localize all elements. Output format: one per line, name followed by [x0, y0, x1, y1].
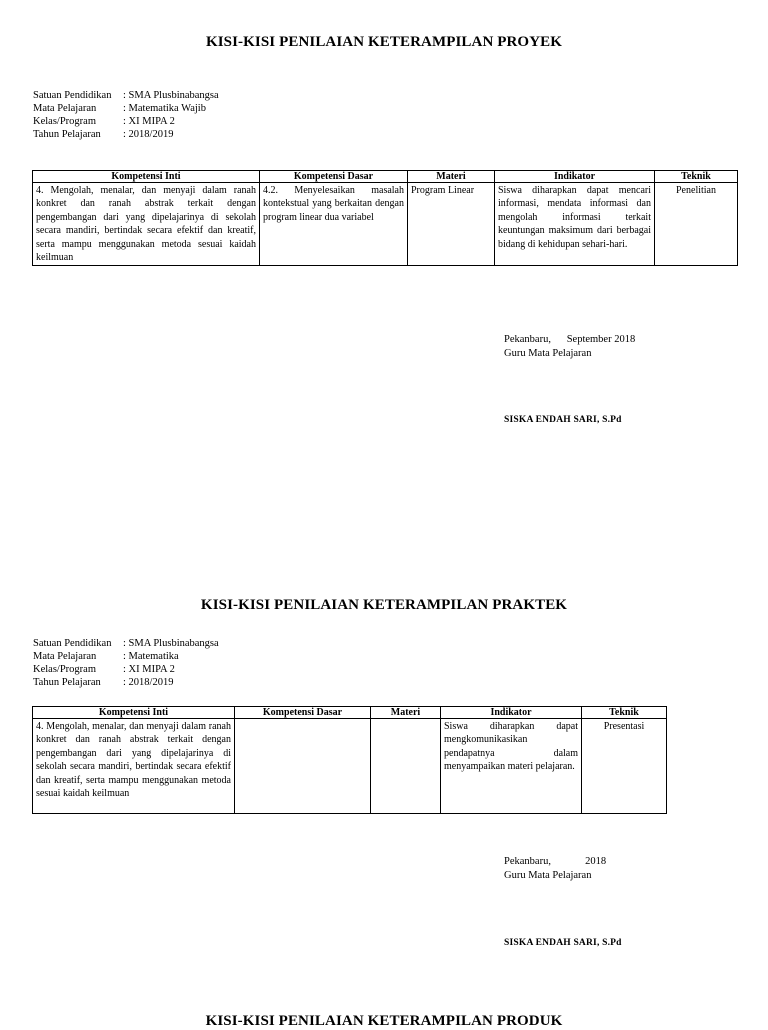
info-row — [33, 663, 219, 676]
signer-name: SISKA ENDAH SARI, S.Pd — [504, 938, 622, 948]
signer-role: Guru Mata Pelajaran — [504, 870, 592, 881]
table-row — [33, 183, 738, 266]
info-label: Satuan Pendidikan — [33, 638, 112, 649]
kompetensi-inti-cell: 4. Mengolah, menalar, dan menyaji dalam ranah konkret dan ranah abstrak terkait dengan pengembangan dari yang dipelajarinya di sekolah secara mandiri, bertindak secara efektif dan kreatif, serta mampu menggunakan metoda sesuai kaidah keilmuan — [33, 183, 260, 266]
column-header: Kompetensi Inti — [33, 171, 260, 183]
signer-role: Guru Mata Pelajaran — [504, 348, 592, 359]
info-label: Mata Pelajaran — [33, 651, 97, 662]
table-header-row — [33, 707, 667, 719]
place-date: Pekanbaru, 2018 — [504, 856, 607, 867]
info-label: Mata Pelajaran — [33, 103, 97, 114]
table-header-row — [33, 171, 738, 183]
info-label: Kelas/Program — [33, 664, 96, 675]
column-header: Kompetensi Dasar — [235, 707, 371, 719]
teknik-cell: Presentasi — [582, 719, 667, 814]
column-header: Kompetensi Dasar — [260, 171, 408, 183]
signature-block — [504, 333, 635, 361]
place-date: Pekanbaru, September 2018 — [504, 334, 636, 345]
info-row — [33, 637, 219, 650]
info-row — [33, 650, 219, 663]
info-row — [33, 89, 219, 102]
column-header: Indikator — [495, 171, 655, 183]
kompetensi-dasar-cell: 4.2. Menyelesaikan masalah kontekstual yang berkaitan dengan program linear dua variabel — [260, 183, 408, 266]
column-header: Teknik — [582, 707, 667, 719]
info-value: : 2018/2019 — [123, 129, 174, 140]
assessment-grid-table — [32, 170, 738, 266]
info-row — [33, 115, 219, 128]
info-label: Tahun Pelajaran — [33, 677, 101, 688]
indikator-cell: Siswa diharapkan dapat mencari informasi, mendata informasi dan mengolah informasi terkait keuntungan maksimum dari berbagai bidang di kehidupan sehari-hari. — [495, 183, 655, 266]
section-title: KISI-KISI PENILAIAN KETERAMPILAN PROYEK — [205, 34, 563, 50]
info-row — [33, 102, 219, 115]
info-value: : Matematika Wajib — [123, 103, 206, 114]
indikator-cell: Siswa diharapkan dapat mengkomunikasikan pendapatnya dalam menyampaikan materi pelajaran. — [441, 719, 582, 814]
info-value: : XI MIPA 2 — [123, 664, 175, 675]
info-label: Satuan Pendidikan — [33, 90, 112, 101]
section-title: KISI-KISI PENILAIAN KETERAMPILAN PRAKTEK — [200, 597, 568, 613]
kompetensi-dasar-cell — [235, 719, 371, 814]
info-value: : 2018/2019 — [123, 677, 174, 688]
column-header: Teknik — [655, 171, 738, 183]
info-row — [33, 676, 219, 689]
column-header: Indikator — [441, 707, 582, 719]
info-label: Tahun Pelajaran — [33, 129, 101, 140]
table-row — [33, 719, 667, 814]
teknik-cell: Penelitian — [655, 183, 738, 266]
signer-name: SISKA ENDAH SARI, S.Pd — [504, 415, 622, 425]
assessment-grid-table — [32, 706, 667, 814]
kompetensi-inti-cell: 4. Mengolah, menalar, dan menyaji dalam ranah konkret dan ranah abstrak terkait dengan pengembangan dari yang dipelajarinya di sekolah secara mandiri, bertindak secara efektif dan kreatif, serta mampu menggunakan metoda sesuai kaidah keilmuan — [33, 719, 235, 814]
info-label: Kelas/Program — [33, 116, 96, 127]
info-value: : SMA Plusbinabangsa — [123, 638, 219, 649]
info-row — [33, 128, 219, 141]
signature-block — [504, 855, 606, 883]
info-value: : Matematika — [123, 651, 179, 662]
materi-cell — [371, 719, 441, 814]
identity-block — [33, 89, 219, 141]
column-header: Kompetensi Inti — [33, 707, 235, 719]
column-header: Materi — [371, 707, 441, 719]
materi-cell: Program Linear — [408, 183, 495, 266]
info-value: : XI MIPA 2 — [123, 116, 175, 127]
section-title: KISI-KISI PENILAIAN KETERAMPILAN PRODUK — [205, 1013, 563, 1029]
identity-block — [33, 637, 219, 689]
column-header: Materi — [408, 171, 495, 183]
info-value: : SMA Plusbinabangsa — [123, 90, 219, 101]
